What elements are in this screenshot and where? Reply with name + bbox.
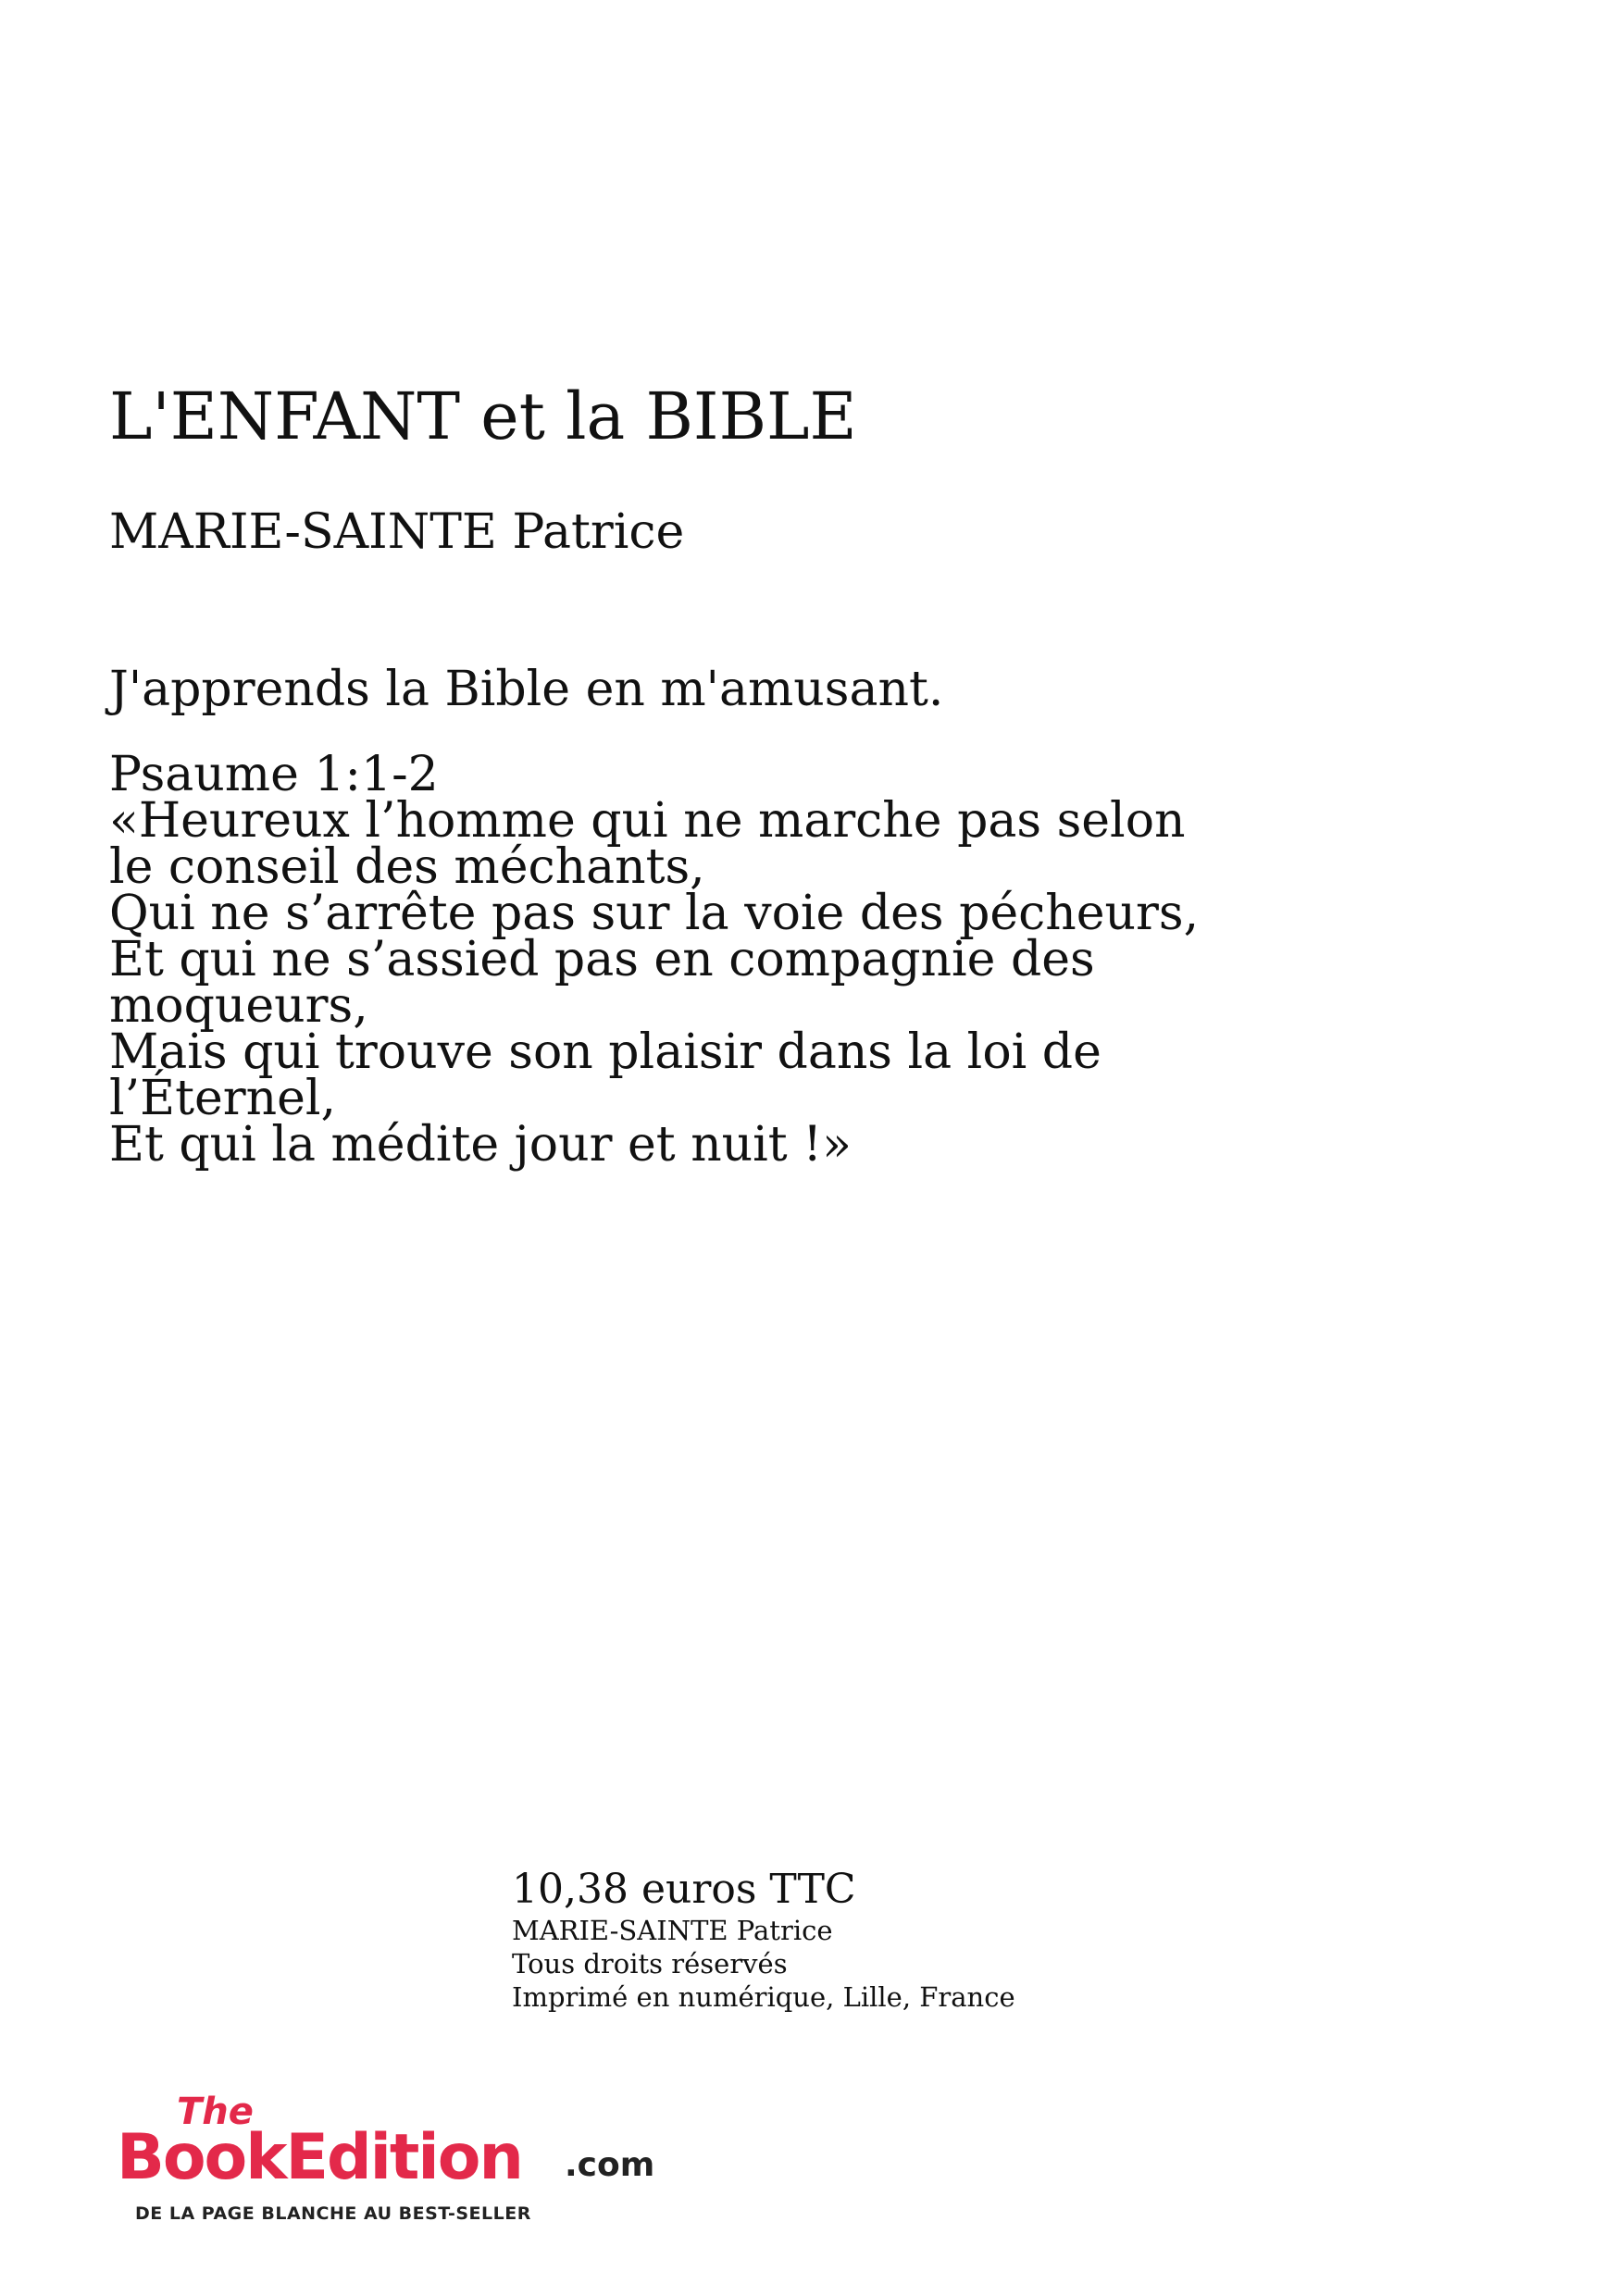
psalm-line: Qui ne s’arrête pas sur la voie des pécheurs,: [109, 886, 1200, 941]
logo-the: The: [177, 2091, 254, 2133]
book-tagline: J'apprends la Bible en m'amusant.: [109, 662, 944, 717]
logo-slogan: DE LA PAGE BLANCHE AU BEST-SELLER: [135, 2203, 531, 2224]
logo-dotcom: .com: [565, 2146, 655, 2184]
psalm-line: moqueurs,: [109, 978, 368, 1034]
price: 10,38 euros TTC: [512, 1866, 856, 1913]
psalm-line: Et qui la médite jour et nuit !»: [109, 1117, 852, 1173]
psalm-line: Et qui ne s’assied pas en compagnie des: [109, 932, 1095, 987]
rights-notice: Tous droits réservés: [512, 1948, 788, 1980]
psalm-line: «Heureux l’homme qui ne marche pas selon: [109, 793, 1186, 849]
psalm-line: le conseil des méchants,: [109, 839, 705, 895]
book-author: MARIE-SAINTE Patrice: [109, 504, 685, 560]
psalm-line: l’Éternel,: [109, 1071, 337, 1126]
publisher-logo: [117, 2093, 653, 2232]
colophon: [512, 1866, 1015, 2014]
logo-brand: BookEdition: [117, 2121, 522, 2194]
print-notice: Imprimé en numérique, Lille, France: [512, 1981, 1015, 2013]
colophon-author: MARIE-SAINTE Patrice: [512, 1915, 833, 1946]
book-title: L'ENFANT et la BIBLE: [109, 379, 857, 454]
psalm-quote: [109, 747, 1313, 1173]
psalm-line: Mais qui trouve son plaisir dans la loi de: [109, 1024, 1101, 1080]
psalm-reference: Psaume 1:1-2: [109, 747, 439, 802]
